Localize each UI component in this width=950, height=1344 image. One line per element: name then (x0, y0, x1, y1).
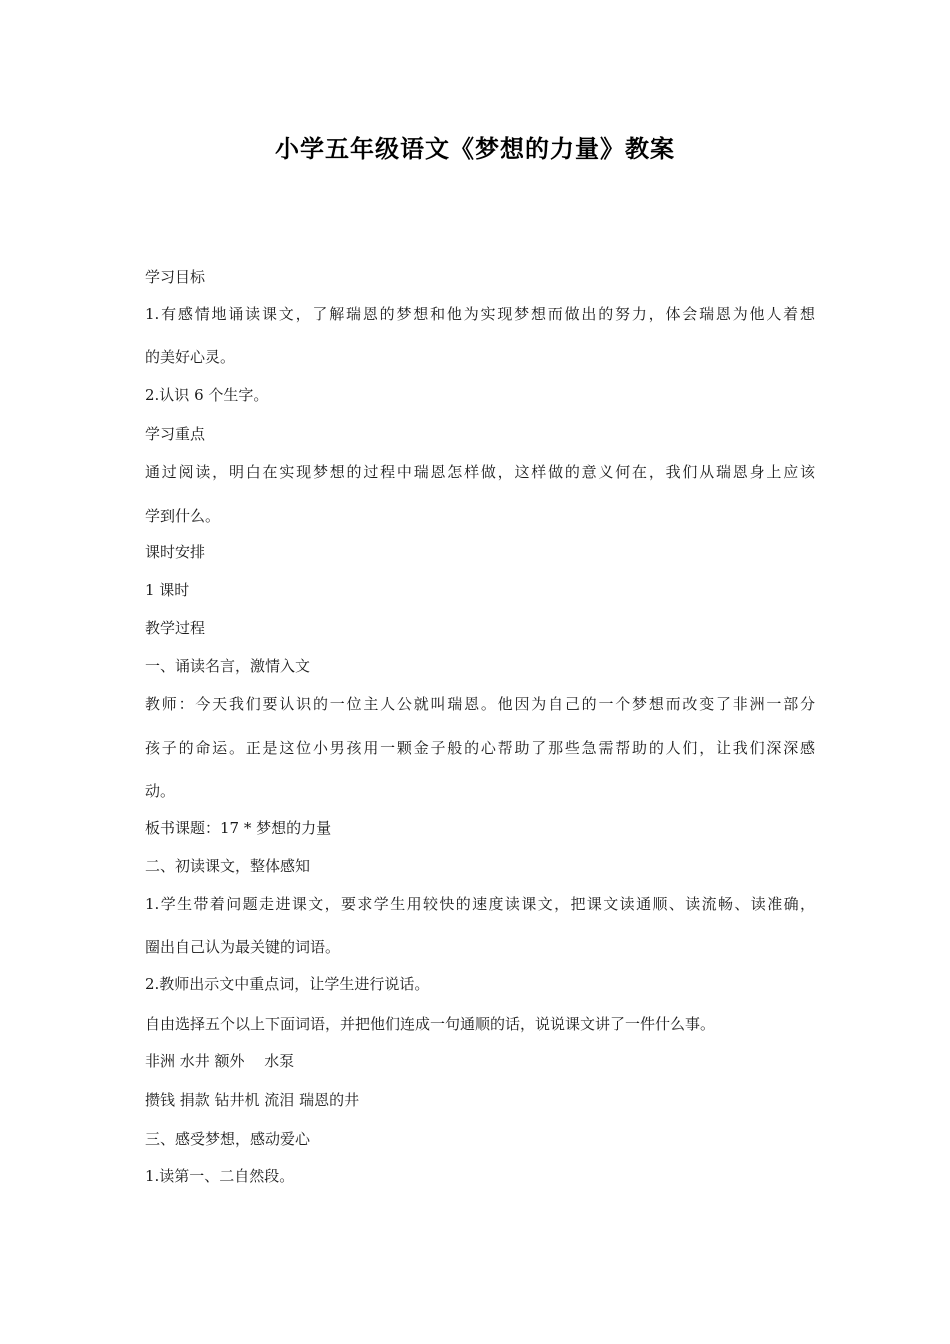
section-heading: 二、初读课文，整体感知 (145, 857, 311, 875)
paragraph-line: 2.教师出示文中重点词，让学生进行说话。 (145, 975, 430, 993)
paragraph-line: 圈出自己认为最关键的词语。 (145, 938, 341, 956)
paragraph-line: 孩子的命运。正是这位小男孩用一颗金子般的心帮助了那些急需帮助的人们，让我们深深感 (145, 739, 815, 757)
paragraph-line: 的美好心灵。 (145, 348, 236, 366)
paragraph-line: 板书课题：17 * 梦想的力量 (145, 819, 332, 837)
paragraph-line: 1.读第一、二自然段。 (145, 1167, 295, 1185)
paragraph-line: 动。 (145, 782, 176, 800)
paragraph-line: 自由选择五个以上下面词语，并把他们连成一句通顺的话，说说课文讲了一件什么事。 (145, 1015, 716, 1033)
paragraph-line: 学到什么。 (145, 507, 221, 525)
paragraph-line: 1 课时 (145, 581, 190, 599)
document-title: 小学五年级语文《梦想的力量》教案 (275, 135, 675, 163)
section-heading: 一、诵读名言，激情入文 (145, 657, 311, 675)
paragraph-line: 教师：今天我们要认识的一位主人公就叫瑞恩。他因为自己的一个梦想而改变了非洲一部分 (145, 695, 815, 713)
heading-schedule: 课时安排 (145, 543, 206, 561)
heading-teaching-process: 教学过程 (145, 619, 206, 637)
heading-key-points: 学习重点 (145, 425, 206, 443)
section-heading: 三、感受梦想，感动爱心 (145, 1130, 311, 1148)
word-list-line: 非洲 水井 额外 水泵 (145, 1052, 295, 1070)
paragraph-line: 1.有感情地诵读课文，了解瑞恩的梦想和他为实现梦想而做出的努力，体会瑞恩为他人着想 (145, 305, 815, 323)
paragraph-line: 1.学生带着问题走进课文，要求学生用较快的速度读课文，把课文读通顺、读流畅、读准确， (145, 895, 815, 913)
word-list-line: 攒钱 捐款 钻井机 流泪 瑞恩的井 (145, 1091, 360, 1109)
heading-learning-goals: 学习目标 (145, 268, 206, 286)
paragraph-line: 2.认识 6 个生字。 (145, 386, 269, 404)
paragraph-line: 通过阅读，明白在实现梦想的过程中瑞恩怎样做，这样做的意义何在，我们从瑞恩身上应该 (145, 463, 815, 481)
